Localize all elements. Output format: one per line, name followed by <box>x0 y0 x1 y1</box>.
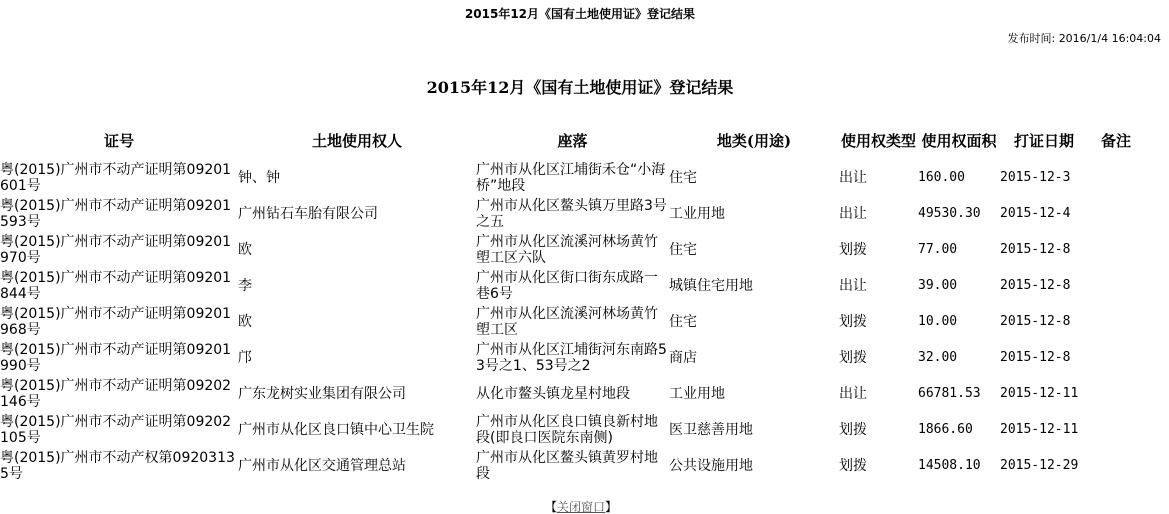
top-title: 2015年12月《国有土地使用证》登记结果 <box>464 7 696 21</box>
cell-area: 14508.10 <box>918 458 981 473</box>
cell-owner: 欧 <box>238 314 252 330</box>
cell-date: 2015-12-4 <box>1000 206 1071 221</box>
close-window <box>545 500 617 514</box>
column-header-date: 打证日期 <box>1013 131 1074 150</box>
cell-location: 广州市从化区鳌头镇黄罗村地段 <box>476 450 658 482</box>
column-header-note: 备注 <box>1100 131 1131 150</box>
cell-location: 广州市从化区良口镇良新村地段(即良口医院东南侧) <box>476 414 658 446</box>
cell-owner: 钟、钟 <box>238 170 280 186</box>
cell-cert: 粤(2015)广州市不动产证明第09201970号 <box>0 234 232 266</box>
cell-owner: 广东龙树实业集团有限公司 <box>238 386 406 402</box>
cell-cert: 粤(2015)广州市不动产证明第09202146号 <box>0 378 232 410</box>
cell-location: 广州市从化区流溪河林场黄竹塱工区六队 <box>476 234 658 266</box>
cell-date: 2015-12-8 <box>1000 314 1071 329</box>
cell-area: 10.00 <box>918 314 958 329</box>
table-row <box>0 340 1144 376</box>
publish-time <box>1007 32 1161 46</box>
cell-cert: 粤(2015)广州市不动产证明第09201601号 <box>0 162 232 194</box>
cell-note <box>1088 304 1144 340</box>
close-window-link[interactable]: 关闭窗口 <box>557 500 606 514</box>
cell-area: 66781.53 <box>918 386 981 401</box>
cell-note <box>1088 196 1144 232</box>
column-header-area: 使用权面积 <box>921 131 997 150</box>
table-row <box>0 376 1144 412</box>
cell-cert: 粤(2015)广州市不动产证明第09201990号 <box>0 342 232 374</box>
cell-use: 住宅 <box>669 242 697 258</box>
cell-location: 广州市从化区江埔街河东南路53号之1、53号之2 <box>476 342 667 374</box>
cell-cert: 粤(2015)广州市不动产证明第09201968号 <box>0 306 232 338</box>
cell-use: 住宅 <box>669 314 697 330</box>
cell-right-type: 划拨 <box>839 350 867 366</box>
cell-area: 160.00 <box>918 170 965 185</box>
cell-cert: 粤(2015)广州市不动产证明第09201844号 <box>0 270 232 302</box>
cell-location: 广州市从化区流溪河林场黄竹塱工区 <box>476 306 658 338</box>
column-header-cert: 证号 <box>103 131 134 150</box>
cell-right-type: 出让 <box>839 386 867 402</box>
cell-cert: 粤(2015)广州市不动产权第09203135号 <box>0 450 235 482</box>
cell-right-type: 出让 <box>839 278 867 294</box>
cell-note <box>1088 376 1144 412</box>
cell-owner: 广州钻石车胎有限公司 <box>238 206 378 222</box>
cell-use: 城镇住宅用地 <box>669 278 753 294</box>
cell-note <box>1088 160 1144 196</box>
cell-date: 2015-12-11 <box>1000 386 1079 401</box>
cell-right-type: 出让 <box>839 206 867 222</box>
cell-date: 2015-12-11 <box>1000 422 1079 437</box>
close-bracket-right: 】 <box>605 500 618 514</box>
column-header-owner: 土地使用权人 <box>311 131 402 150</box>
cell-area: 32.00 <box>918 350 958 365</box>
cell-owner: 李 <box>238 278 252 294</box>
cell-right-type: 划拨 <box>839 422 867 438</box>
cell-note <box>1088 412 1144 448</box>
cell-cert: 粤(2015)广州市不动产证明第09201593号 <box>0 198 232 230</box>
table-row <box>0 196 1144 232</box>
page-title: 2015年12月《国有土地使用证》登记结果 <box>426 78 734 97</box>
table-row <box>0 448 1144 484</box>
cell-owner: 欧 <box>238 242 252 258</box>
publish-time-label: 发布时间: <box>1007 32 1056 45</box>
table-header-row <box>0 122 1144 160</box>
table-row <box>0 412 1144 448</box>
cell-cert: 粤(2015)广州市不动产证明第09202105号 <box>0 414 232 446</box>
table-row <box>0 268 1144 304</box>
cell-right-type: 出让 <box>839 170 867 186</box>
registration-table <box>0 122 1144 484</box>
column-header-location: 座落 <box>557 131 588 150</box>
cell-location: 广州市从化区江埔街禾仓“小海桥”地段 <box>476 162 666 194</box>
cell-owner: 广州市从化区交通管理总站 <box>238 458 406 474</box>
cell-date: 2015-12-8 <box>1000 278 1071 293</box>
cell-use: 商店 <box>669 350 697 366</box>
column-header-right-type: 使用权类型 <box>840 131 916 150</box>
cell-location: 从化市鳌头镇龙星村地段 <box>476 386 630 402</box>
cell-right-type: 划拨 <box>839 458 867 474</box>
cell-right-type: 划拨 <box>839 242 867 258</box>
cell-date: 2015-12-3 <box>1000 170 1071 185</box>
cell-area: 1866.60 <box>918 422 973 437</box>
cell-area: 39.00 <box>918 278 958 293</box>
cell-note <box>1088 448 1144 484</box>
cell-area: 77.00 <box>918 242 958 257</box>
cell-date: 2015-12-8 <box>1000 242 1071 257</box>
column-header-use: 地类(用途) <box>716 131 792 150</box>
cell-right-type: 划拨 <box>839 314 867 330</box>
cell-note <box>1088 268 1144 304</box>
cell-use: 住宅 <box>669 170 697 186</box>
table-row <box>0 232 1144 268</box>
publish-time-value: 2016/1/4 16:04:04 <box>1058 32 1161 45</box>
cell-note <box>1088 340 1144 376</box>
cell-area: 49530.30 <box>918 206 981 221</box>
table-row <box>0 160 1144 196</box>
cell-owner: 邝 <box>238 350 252 366</box>
cell-date: 2015-12-8 <box>1000 350 1071 365</box>
close-bracket-left: 【 <box>545 500 558 514</box>
cell-owner: 广州市从化区良口镇中心卫生院 <box>238 422 434 438</box>
cell-note <box>1088 232 1144 268</box>
table-row <box>0 304 1144 340</box>
cell-use: 工业用地 <box>669 206 725 222</box>
cell-use: 医卫慈善用地 <box>669 422 753 438</box>
cell-location: 广州市从化区鳌头镇万里路3号之五 <box>476 198 667 230</box>
cell-date: 2015-12-29 <box>1000 458 1079 473</box>
cell-location: 广州市从化区街口街东成路一巷6号 <box>476 270 658 302</box>
cell-use: 工业用地 <box>669 386 725 402</box>
cell-use: 公共设施用地 <box>669 458 753 474</box>
